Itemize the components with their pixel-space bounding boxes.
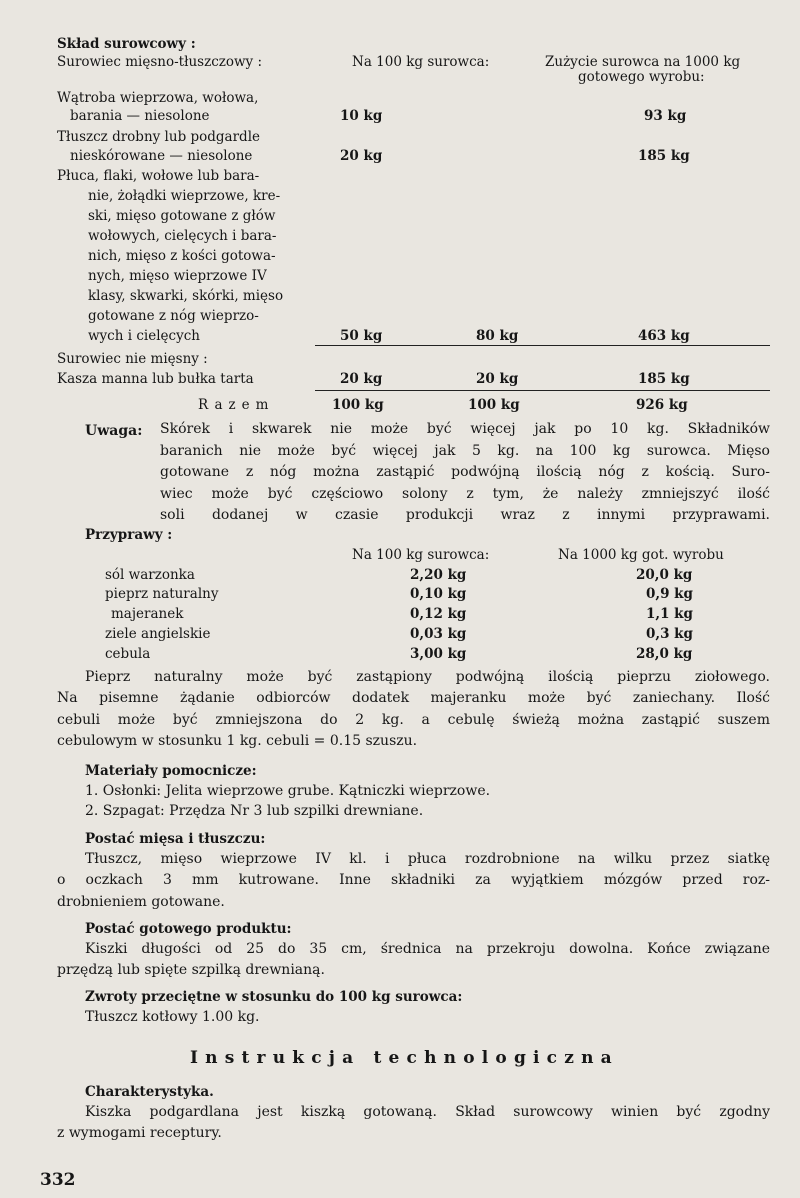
spices-paragraph	[57, 667, 770, 689]
spice-value-a: 0,10 kg	[410, 586, 467, 602]
spice-name: pieprz naturalny	[105, 586, 219, 602]
nonmeat-item: Kasza manna lub bułka tarta	[57, 371, 254, 387]
item-value-c: 185 kg	[638, 148, 690, 164]
form-meat-text	[57, 849, 770, 871]
instruction-line: z wymogami receptury.	[57, 1125, 222, 1141]
item-line: Tłuszcz drobny lub podgardle	[57, 129, 261, 145]
spices-paragraph-line: cebulowym w stosunku 1 kg. cebuli = 0.15 szuszu.	[57, 733, 418, 749]
form-meat-line: o oczkach 3 mm kutrowane. Inne składniki za wyjątkiem mózgów przed roz-	[57, 872, 770, 888]
spice-name: majeranek	[111, 606, 184, 622]
instruction-text-cont	[57, 1123, 770, 1145]
page-number: 332	[40, 1170, 76, 1190]
item-line: nieskórowane — niesolone	[70, 148, 253, 164]
spice-name: cebula	[105, 646, 151, 662]
col-usage-header-1: Zużycie surowca na 1000 kg	[545, 54, 741, 70]
total-value-a: 100 kg	[332, 397, 384, 413]
instruction-text	[57, 1102, 770, 1124]
note-line: gotowane z nóg można zastąpić podwójną ilością nóg z kością. Suro-	[160, 464, 770, 480]
item-line: barania — niesolone	[70, 108, 210, 124]
note-label: Uwaga:	[85, 423, 143, 439]
spice-value-b: 28,0 kg	[636, 646, 693, 662]
nonmeat-heading: Surowiec nie mięsny :	[57, 351, 208, 367]
form-meat-heading: Postać mięsa i tłuszczu:	[85, 831, 266, 847]
total-value-c: 926 kg	[636, 397, 688, 413]
note-line: wiec może być częściowo solony z tym, że należy zmniejszyć ilość	[160, 485, 770, 502]
item-line: Wątroba wieprzowa, wołowa,	[57, 90, 259, 106]
item-value-a: 20 kg	[340, 148, 383, 164]
item-line: Płuca, flaki, wołowe lub bara-	[57, 168, 260, 184]
composition-heading: Skład surowcowy :	[57, 36, 196, 52]
materials-item: 2. Szpagat: Przędza Nr 3 lub szpilki drewniane.	[85, 803, 424, 819]
spices-col-per1000: Na 1000 kg got. wyrobu	[558, 547, 724, 563]
col-raw-header: Surowiec mięsno-tłuszczowy :	[57, 54, 263, 70]
nonmeat-value-a: 20 kg	[340, 371, 383, 387]
item-value-a: 10 kg	[340, 108, 383, 124]
table-rule	[315, 390, 770, 391]
spices-heading: Przyprawy :	[85, 527, 173, 543]
col-per100-header: Na 100 kg surowca:	[352, 54, 490, 70]
form-meat-text-cont	[57, 870, 770, 913]
item-value-c: 93 kg	[644, 108, 687, 124]
col-usage-header-2: gotowego wyrobu:	[578, 69, 705, 85]
note-line: Skórek i skwarek nie może być więcej jak po 10 kg. Składników	[160, 421, 770, 437]
item-line: nich, mięso z kości gotowa-	[88, 248, 276, 264]
instruction-title: Instrukcja technologiczna	[190, 1048, 619, 1068]
item-line: wołowych, cielęcych i bara-	[88, 228, 277, 244]
spice-name: sól warzonka	[105, 567, 195, 583]
note-line: soli dodanej w czasie produkcji wraz z innymi przyprawami.	[160, 507, 770, 523]
spice-value-a: 2,20 kg	[410, 567, 467, 583]
spices-paragraph-line: Pieprz naturalny może być zastąpiony podwójną ilością pieprzu ziołowego.	[85, 669, 770, 685]
item-line: nych, mięso wieprzowe IV	[88, 268, 267, 284]
item-line: ski, mięso gotowane z głów	[88, 208, 276, 224]
form-meat-line: Tłuszcz, mięso wieprzowe IV kl. i płuca rozdrobnione na wilku przez siatkę	[85, 851, 770, 867]
spice-value-b: 0,3 kg	[646, 626, 693, 642]
spice-value-a: 0,12 kg	[410, 606, 467, 622]
item-value-a: 50 kg	[340, 328, 383, 344]
form-product-line: Kiszki długości od 25 do 35 cm, średnica na przekroju dowolna. Końce związane	[85, 941, 770, 957]
spices-paragraph-cont	[57, 688, 770, 753]
total-label: Razem	[198, 397, 275, 413]
table-rule	[315, 345, 770, 346]
item-value-c: 463 kg	[638, 328, 690, 344]
instruction-subheading: Charakterystyka.	[85, 1084, 214, 1100]
nonmeat-value-c: 185 kg	[638, 371, 690, 387]
spice-value-a: 0,03 kg	[410, 626, 467, 642]
materials-item: 1. Osłonki: Jelita wieprzowe grube. Kątniczki wieprzowe.	[85, 783, 491, 799]
note-text	[160, 419, 770, 527]
spice-value-a: 3,00 kg	[410, 646, 467, 662]
note-line: baranich nie może być więcej jak 5 kg. na 100 kg surowca. Mięso	[160, 442, 770, 459]
spices-col-per100: Na 100 kg surowca:	[352, 547, 490, 563]
spice-value-b: 1,1 kg	[646, 606, 693, 622]
form-meat-line: drobnieniem gotowane.	[57, 893, 225, 910]
item-line: nie, żołądki wieprzowe, kre-	[88, 188, 281, 204]
form-product-text	[57, 939, 770, 961]
total-value-b: 100 kg	[468, 397, 520, 413]
nonmeat-value-b: 20 kg	[476, 371, 519, 387]
item-value-b: 80 kg	[476, 328, 519, 344]
form-product-text-cont	[57, 960, 770, 982]
materials-heading: Materiały pomocnicze:	[85, 763, 257, 779]
item-line: klasy, skwarki, skórki, mięso	[88, 288, 284, 304]
spice-value-b: 20,0 kg	[636, 567, 693, 583]
returns-heading: Zwroty przeciętne w stosunku do 100 kg surowca:	[85, 989, 463, 1005]
spice-value-b: 0,9 kg	[646, 586, 693, 602]
item-line: gotowane z nóg wieprzo-	[88, 308, 259, 324]
returns-line: Tłuszcz kotłowy 1.00 kg.	[85, 1009, 260, 1025]
instruction-line: Kiszka podgardlana jest kiszką gotowaną. Skład surowcowy winien być zgodny	[85, 1104, 770, 1120]
spices-paragraph-line: Na pisemne żądanie odbiorców dodatek majeranku może być zaniechany. Ilość	[57, 690, 770, 706]
item-line: wych i cielęcych	[88, 328, 200, 344]
form-product-line: przędzą lub spięte szpilką drewnianą.	[57, 962, 325, 978]
form-product-heading: Postać gotowego produktu:	[85, 921, 292, 937]
spices-paragraph-line: cebuli może być zmniejszona do 2 kg. a cebulę świeżą można zastąpić suszem	[57, 711, 770, 728]
spice-name: ziele angielskie	[105, 626, 211, 642]
